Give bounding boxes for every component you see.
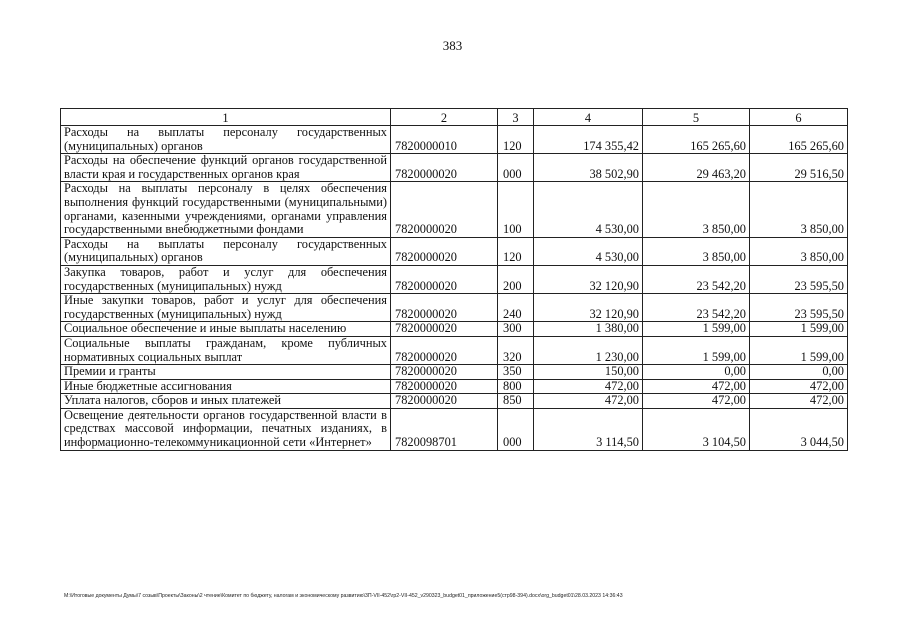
header-cell: 5 <box>643 109 750 126</box>
expense-type-cell: 120 <box>498 237 534 265</box>
target-code-cell: 7820000020 <box>391 294 498 322</box>
amount-cell: 4 530,00 <box>534 237 643 265</box>
target-code-cell: 7820000020 <box>391 336 498 364</box>
amount-cell: 3 850,00 <box>643 237 750 265</box>
amount-cell: 165 265,60 <box>750 126 848 154</box>
target-code-cell: 7820000020 <box>391 365 498 380</box>
amount-cell: 23 542,20 <box>643 265 750 293</box>
expense-type-cell: 320 <box>498 336 534 364</box>
target-code-cell: 7820000020 <box>391 394 498 409</box>
amount-cell: 32 120,90 <box>534 294 643 322</box>
expense-type-cell: 800 <box>498 379 534 394</box>
expense-type-cell: 240 <box>498 294 534 322</box>
amount-cell: 3 850,00 <box>750 182 848 237</box>
amount-cell: 1 599,00 <box>750 336 848 364</box>
amount-cell: 0,00 <box>643 365 750 380</box>
target-code-cell: 7820000020 <box>391 237 498 265</box>
target-code-cell: 7820098701 <box>391 408 498 450</box>
table-row <box>61 294 848 322</box>
table-row <box>61 394 848 409</box>
expense-type-cell: 100 <box>498 182 534 237</box>
table-row <box>61 237 848 265</box>
expense-name-cell: Социальное обеспечение и иные выплаты населению <box>61 322 391 337</box>
header-cell: 4 <box>534 109 643 126</box>
budget-table <box>60 108 848 451</box>
amount-cell: 472,00 <box>750 394 848 409</box>
header-cell: 3 <box>498 109 534 126</box>
table-row <box>61 182 848 237</box>
amount-cell: 23 542,20 <box>643 294 750 322</box>
amount-cell: 3 114,50 <box>534 408 643 450</box>
amount-cell: 174 355,42 <box>534 126 643 154</box>
table-row <box>61 336 848 364</box>
amount-cell: 23 595,50 <box>750 265 848 293</box>
header-cell: 6 <box>750 109 848 126</box>
expense-name-cell: Иные закупки товаров, работ и услуг для обеспечения государственных (муниципальных) нужд <box>61 294 391 322</box>
amount-cell: 29 463,20 <box>643 154 750 182</box>
amount-cell: 3 044,50 <box>750 408 848 450</box>
amount-cell: 472,00 <box>643 394 750 409</box>
table-row <box>61 408 848 450</box>
amount-cell: 472,00 <box>534 394 643 409</box>
target-code-cell: 7820000020 <box>391 265 498 293</box>
page-number: 383 <box>442 38 463 53</box>
expense-name-cell: Уплата налогов, сборов и иных платежей <box>61 394 391 409</box>
target-code-cell: 7820000020 <box>391 182 498 237</box>
amount-cell: 1 599,00 <box>750 322 848 337</box>
table-row <box>61 126 848 154</box>
expense-name-cell: Расходы на выплаты персоналу в целях обеспечения выполнения функций государственными (муниципальными) органами, казенными учреждениями, органами управления государственными внебюджетными фондами <box>61 182 391 237</box>
expense-type-cell: 120 <box>498 126 534 154</box>
amount-cell: 38 502,90 <box>534 154 643 182</box>
expense-name-cell: Социальные выплаты гражданам, кроме публичных нормативных социальных выплат <box>61 336 391 364</box>
expense-name-cell: Закупка товаров, работ и услуг для обеспечения государственных (муниципальных) нужд <box>61 265 391 293</box>
table-row <box>61 154 848 182</box>
file-path-footer: M:\Итоговые документы Думы\7 созыв\Проекты\Законы\2 чтение\Комитет по бюджету, налогам и экономическому развитию\3П-VII-452\гр2-VII-452_v290323_budget01_приложение5(стр98-394).docx\org_budget01\28.03.2023 14:36:43 <box>64 593 623 599</box>
header-cell: 1 <box>61 109 391 126</box>
amount-cell: 1 230,00 <box>534 336 643 364</box>
expense-name-cell: Иные бюджетные ассигнования <box>61 379 391 394</box>
header-row <box>61 109 848 126</box>
expense-name-cell: Расходы на выплаты персоналу государственных (муниципальных) органов <box>61 126 391 154</box>
target-code-cell: 7820000020 <box>391 379 498 394</box>
expense-name-cell: Премии и гранты <box>61 365 391 380</box>
amount-cell: 32 120,90 <box>534 265 643 293</box>
amount-cell: 0,00 <box>750 365 848 380</box>
amount-cell: 472,00 <box>750 379 848 394</box>
amount-cell: 150,00 <box>534 365 643 380</box>
target-code-cell: 7820000010 <box>391 126 498 154</box>
expense-type-cell: 300 <box>498 322 534 337</box>
expense-name-cell: Расходы на выплаты персоналу государственных (муниципальных) органов <box>61 237 391 265</box>
expense-type-cell: 000 <box>498 154 534 182</box>
amount-cell: 1 599,00 <box>643 322 750 337</box>
expense-name-cell: Расходы на обеспечение функций органов государственной власти края и государственных органов края <box>61 154 391 182</box>
target-code-cell: 7820000020 <box>391 154 498 182</box>
header-cell: 2 <box>391 109 498 126</box>
target-code-cell: 7820000020 <box>391 322 498 337</box>
expense-type-cell: 350 <box>498 365 534 380</box>
amount-cell: 29 516,50 <box>750 154 848 182</box>
amount-cell: 23 595,50 <box>750 294 848 322</box>
expense-type-cell: 850 <box>498 394 534 409</box>
amount-cell: 1 599,00 <box>643 336 750 364</box>
table-row <box>61 365 848 380</box>
amount-cell: 1 380,00 <box>534 322 643 337</box>
amount-cell: 3 104,50 <box>643 408 750 450</box>
expense-name-cell: Освещение деятельности органов государственной власти в средствах массовой информации, печатных изданиях, в информационно-телекоммуникационной сети «Интернет» <box>61 408 391 450</box>
amount-cell: 4 530,00 <box>534 182 643 237</box>
amount-cell: 3 850,00 <box>750 237 848 265</box>
expense-type-cell: 000 <box>498 408 534 450</box>
amount-cell: 472,00 <box>643 379 750 394</box>
table-row <box>61 379 848 394</box>
table-row <box>61 322 848 337</box>
amount-cell: 165 265,60 <box>643 126 750 154</box>
table-row <box>61 265 848 293</box>
expense-type-cell: 200 <box>498 265 534 293</box>
amount-cell: 3 850,00 <box>643 182 750 237</box>
amount-cell: 472,00 <box>534 379 643 394</box>
